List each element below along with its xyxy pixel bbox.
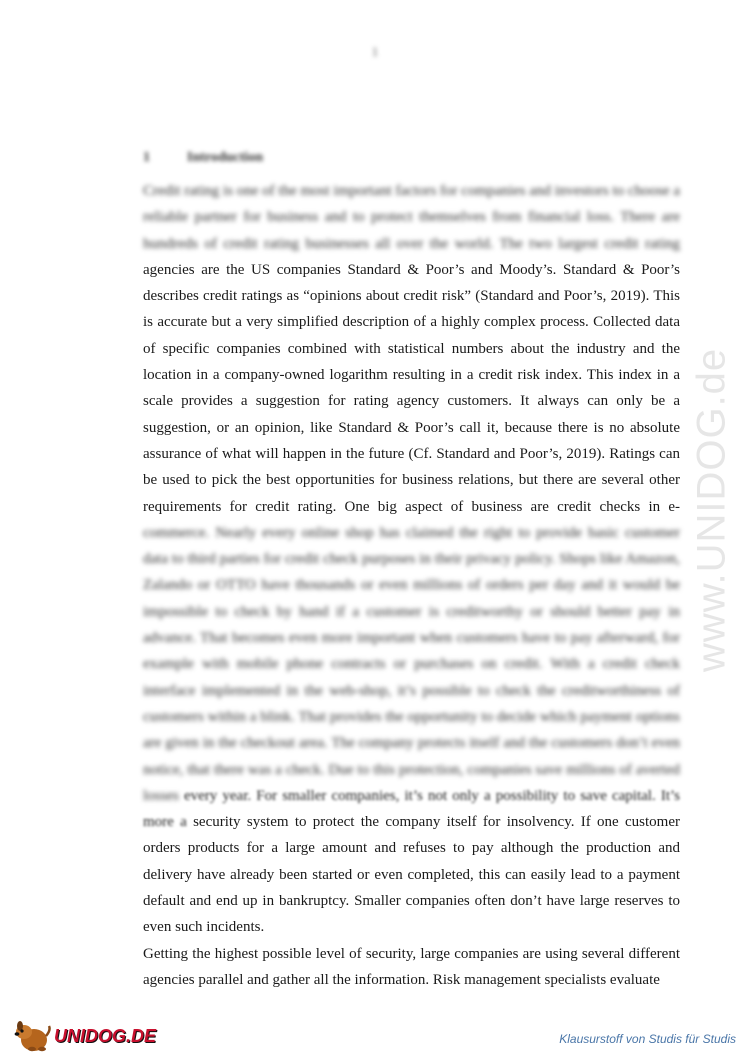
visible-text-segment: agencies are the US companies Standard & Poor’s and Moody’s. Standard & Poor’s describes credit ratings as “opinions about credit risk” (Standard and Poor’s, 2019). This is accurate but a very simplified description of a highly complex process. Collected data of specific companies combined with statistical numbers about the industry and the location in a company-owned logarithm resulting in a credit risk index. This index in a scale provides a suggestion for rating agency customers. It always can only be a suggestion, or an opinion, like Standard & Poor’s call it, because there is no absolute assurance of what will happen in the future (Cf. Standard and Poor’s, 2019). Ratings can be used to pick the best opportunities for business relations, but there are several other requirements for credit rating. One big aspect of business are credit checks in e- <box>143 261 680 515</box>
document-body <box>143 178 680 993</box>
watermark: www.UNIDOG.de <box>689 347 734 673</box>
blurred-text-segment: Credit rating is one of the most important factors for companies and investors to choose a reliable partner for business and to protect themselves from financial loss. There are hundreds of credit rating businesses all over the world. The two largest credit rating <box>143 183 680 252</box>
visible-text-segment: Getting the highest possible level of security, large companies are using several different agencies parallel and gather all the information. Risk management specialists evaluate <box>143 945 680 988</box>
paragraph <box>143 178 680 941</box>
dog-mascot-icon <box>12 1018 52 1054</box>
paragraph <box>143 941 680 994</box>
blurred-text-segment: commerce. Nearly every online shop has claimed the right to provide basic customer data to third parties for credit check purposes in their privacy policy. Shops like Amazon, Zalando or OTTO have thousands or even millions of orders per day and it would be impossible to check by hand if a customer is creditworthy or should better pay in advance. That becomes even more important when customers have to pay afterward, for example with mobile phone contracts or purchases on credit. With a credit check interface implemented in the web-shop, it’s possible to check the creditworthiness of customers within a blink. That provides the opportunity to decide which payment options are given in the checkout area. The company protects itself and the customers don’t even notice, that there was a check. Due to this protection, companies save millions of averted losses <box>143 524 680 804</box>
section-title: Introduction <box>187 150 263 165</box>
section-number: 1 <box>143 150 150 165</box>
footer-tagline: Klausurstoff von Studis für Studis <box>559 1032 736 1046</box>
visible-text-segment: security system to protect the company itself for insolvency. If one customer orders products for a large amount and refuses to pay although the production and delivery have already been started or even completed, this can easily lead to a payment default and end up in bankruptcy. Smaller companies often don’t have large reserves to even such incidents. <box>143 814 680 936</box>
page-number: 1 <box>371 44 379 59</box>
partially-blurred-text-segment: every year. For smaller companies, it’s not only a possibility to save capital. It’s more a <box>143 787 680 831</box>
logo-text: UNIDOG.DE <box>54 1025 157 1046</box>
section-heading <box>143 150 703 166</box>
footer-logo[interactable] <box>12 1018 156 1054</box>
